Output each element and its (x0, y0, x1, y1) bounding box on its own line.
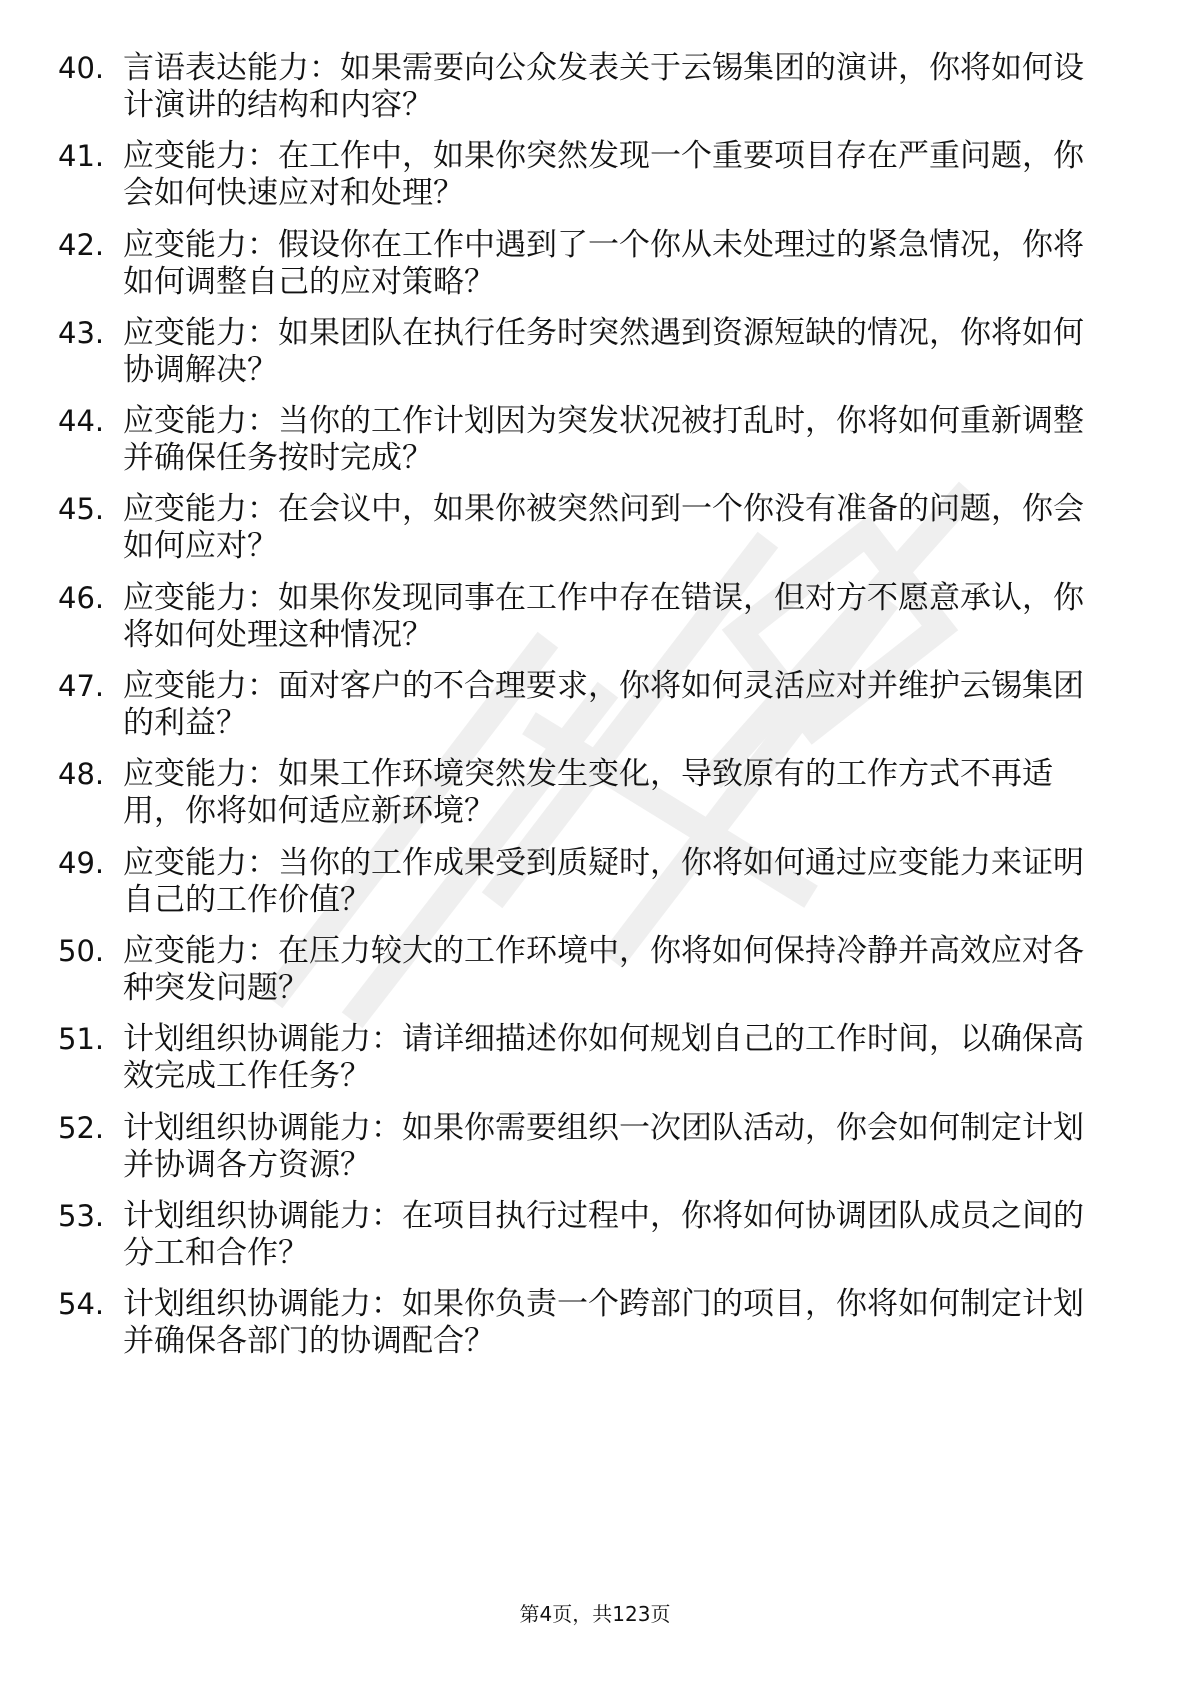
question-text: 应变能力：当你的工作成果受到质疑时，你将如何通过应变能力来证明自己的工作价值？ (123, 844, 1084, 918)
question-number: 45. (58, 492, 105, 527)
question-text: 应变能力：当你的工作计划因为突发状况被打乱时，你将如何重新调整并确保任务按时完成？ (123, 403, 1084, 477)
question-text: 言语表达能力：如果需要向公众发表关于云锡集团的演讲，你将如何设计演讲的结构和内容？ (123, 50, 1084, 123)
question-item (58, 138, 1118, 212)
question-text: 计划组织协调能力：如果你负责一个跨部门的项目，你将如何制定计划并确保各部门的协调配合？ (123, 1286, 1084, 1360)
question-item (58, 845, 1118, 919)
question-number: 51. (58, 1022, 105, 1057)
question-text: 应变能力：如果团队在执行任务时突然遇到资源短缺的情况，你将如何协调解决？ (123, 314, 1084, 388)
question-item (58, 756, 1118, 830)
question-text: 应变能力：在工作中，如果你突然发现一个重要项目存在严重问题，你会如何快速应对和处理？ (123, 138, 1084, 212)
question-text: 计划组织协调能力：在项目执行过程中，你将如何协调团队成员之间的分工和合作？ (123, 1197, 1084, 1271)
question-item (58, 1198, 1118, 1272)
question-number: 54. (58, 1287, 105, 1322)
question-text: 计划组织协调能力：如果你需要组织一次团队活动，你会如何制定计划并协调各方资源？ (123, 1109, 1084, 1183)
question-number: 49. (58, 845, 105, 880)
question-number: 40. (58, 51, 105, 85)
question-number: 48. (58, 757, 105, 792)
question-text: 计划组织协调能力：请详细描述你如何规划自己的工作时间，以确保高效完成工作任务？ (123, 1021, 1084, 1095)
question-number: 43. (58, 315, 105, 350)
question-item (58, 1110, 1118, 1184)
question-text: 应变能力：面对客户的不合理要求，你将如何灵活应对并维护云锡集团的利益？ (123, 668, 1084, 742)
question-item (58, 403, 1118, 477)
question-number: 47. (58, 669, 105, 704)
question-item (58, 50, 1118, 124)
question-item (58, 491, 1118, 565)
question-item (58, 1021, 1118, 1095)
page-number: 第4页，共123页 (519, 1602, 671, 1626)
question-number: 52. (58, 1110, 105, 1145)
question-number: 53. (58, 1198, 105, 1233)
question-text: 应变能力：如果你发现同事在工作中存在错误，但对方不愿意承认，你将如何处理这种情况？ (123, 579, 1084, 653)
question-list (58, 50, 1118, 1374)
question-number: 50. (58, 933, 105, 968)
question-item (58, 227, 1118, 301)
question-number: 44. (58, 404, 105, 439)
question-text: 应变能力：如果工作环境突然发生变化，导致原有的工作方式不再适用，你将如何适应新环境？ (123, 756, 1053, 830)
question-text: 应变能力：在压力较大的工作环境中，你将如何保持冷静并高效应对各种突发问题？ (123, 932, 1084, 1006)
question-item (58, 580, 1118, 654)
question-item (58, 1286, 1118, 1360)
question-item (58, 315, 1118, 389)
question-text: 应变能力：在会议中，如果你被突然问到一个你没有准备的问题，你会如何应对？ (123, 491, 1084, 565)
question-text: 应变能力：假设你在工作中遇到了一个你从未处理过的紧急情况，你将如何调整自己的应对策略？ (123, 226, 1084, 300)
question-item (58, 668, 1118, 742)
question-number: 46. (58, 580, 105, 615)
question-item (58, 933, 1118, 1007)
question-number: 42. (58, 227, 105, 262)
question-number: 41. (58, 139, 105, 174)
